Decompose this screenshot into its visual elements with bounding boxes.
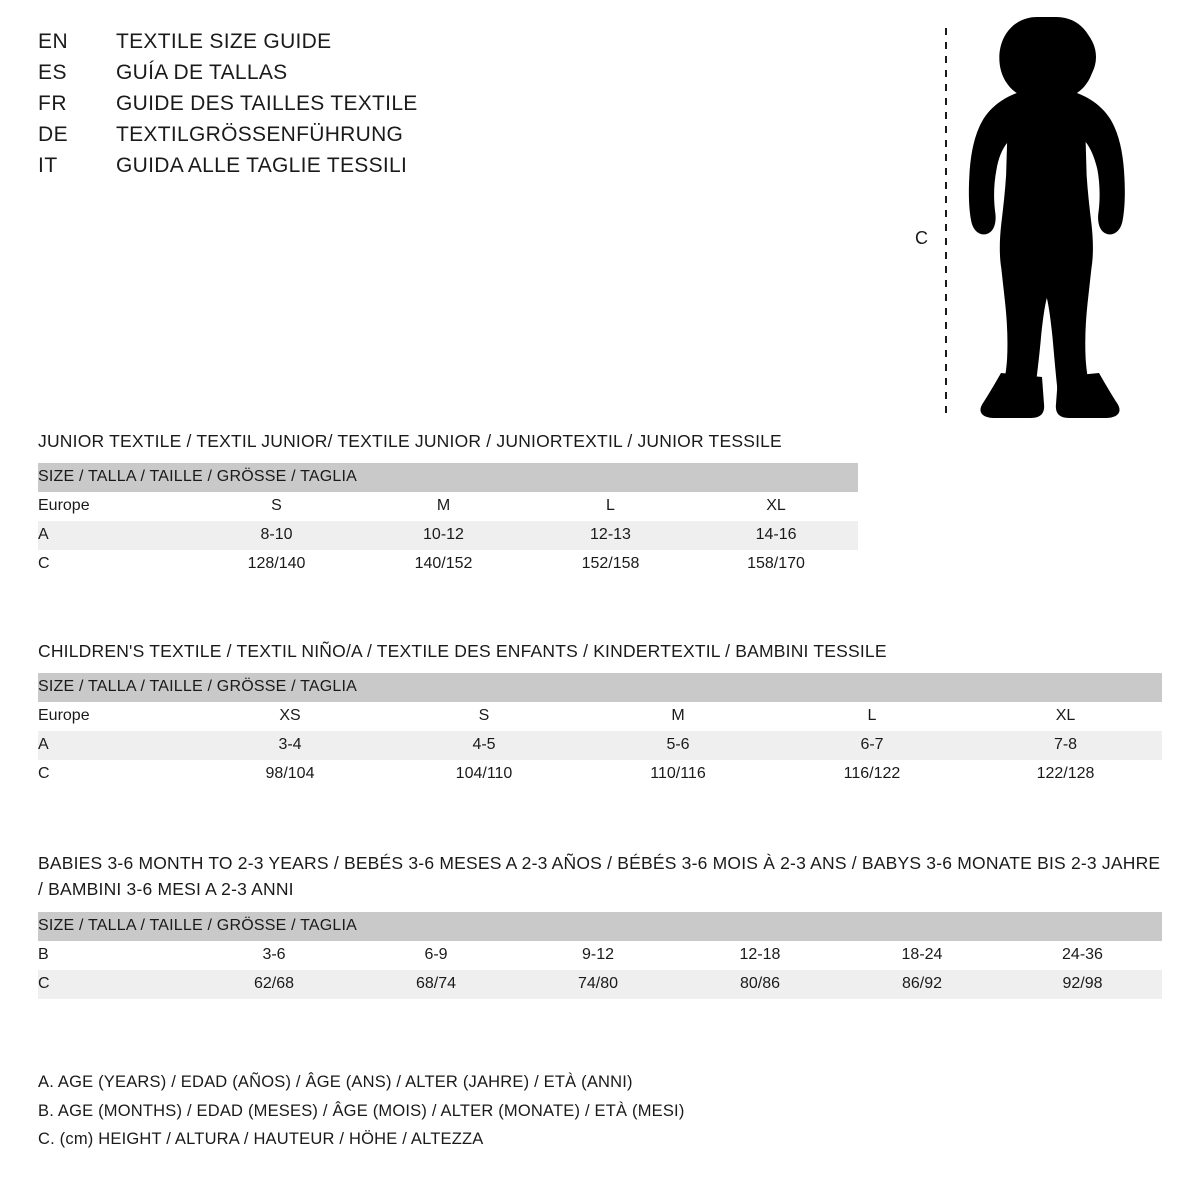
language-title: TEXTILGRÖSSENFÜHRUNG <box>116 123 404 146</box>
cell: 98/104 <box>193 760 387 789</box>
section-junior-textile <box>38 428 1162 579</box>
cell: 6-7 <box>775 731 969 760</box>
table-row <box>38 521 858 550</box>
cell: 104/110 <box>387 760 581 789</box>
row-label: Europe <box>38 492 193 521</box>
language-title-block <box>38 30 658 185</box>
cell: 80/86 <box>679 970 841 999</box>
cell: 86/92 <box>841 970 1003 999</box>
row-label: C <box>38 760 193 789</box>
child-figure-diagram <box>905 10 1145 420</box>
table-row <box>38 702 1162 731</box>
language-code: ES <box>38 61 68 84</box>
cell: 92/98 <box>1003 970 1162 999</box>
children-size-table <box>38 673 1162 789</box>
table-band-row <box>38 673 1162 702</box>
cell: 158/170 <box>694 550 858 579</box>
cell: 3-4 <box>193 731 387 760</box>
band-label: SIZE / TALLA / TAILLE / GRÖSSE / TAGLIA <box>38 463 858 492</box>
language-title: GUIDE DES TAILLES TEXTILE <box>116 92 418 115</box>
cell: 128/140 <box>193 550 360 579</box>
cell: 116/122 <box>775 760 969 789</box>
note-height: C. (cm) HEIGHT / ALTURA / HAUTEUR / HÖHE / ALTEZZA <box>38 1130 484 1148</box>
section-title: BABIES 3-6 MONTH TO 2-3 YEARS / BEBÉS 3-6 MESES A 2-3 AÑOS / BÉBÉS 3-6 MOIS À 2-3 ANS / BABYS 3-6 MONATE BIS 2-3 JAHRE / BAMBINI 3-6 MESI A 2-3 ANNI <box>38 853 1161 900</box>
legend-notes <box>38 1068 938 1154</box>
cell: 24-36 <box>1003 941 1162 970</box>
note-age-months: B. AGE (MONTHS) / EDAD (MESES) / ÂGE (MOIS) / ALTER (MONATE) / ETÀ (MESI) <box>38 1101 685 1120</box>
row-label: Europe <box>38 702 193 731</box>
language-row-de <box>38 123 658 154</box>
language-row-it <box>38 154 658 185</box>
table-band-row <box>38 463 858 492</box>
cell: S <box>193 492 360 521</box>
row-label: B <box>38 941 193 970</box>
cell: 110/116 <box>581 760 775 789</box>
band-label: SIZE / TALLA / TAILLE / GRÖSSE / TAGLIA <box>38 673 1162 702</box>
language-title: GUÍA DE TALLAS <box>116 61 288 84</box>
cell: XL <box>969 702 1162 731</box>
language-row-fr <box>38 92 658 123</box>
table-row <box>38 760 1162 789</box>
cell: 4-5 <box>387 731 581 760</box>
language-row-es <box>38 61 658 92</box>
cell: XL <box>694 492 858 521</box>
language-code: FR <box>38 92 67 115</box>
cell: 152/158 <box>527 550 694 579</box>
cell: L <box>527 492 694 521</box>
section-children-textile <box>38 638 1162 789</box>
table-band-row <box>38 912 1162 941</box>
height-measure-label: C <box>915 228 928 248</box>
cell: 62/68 <box>193 970 355 999</box>
cell: 7-8 <box>969 731 1162 760</box>
language-code: EN <box>38 30 69 53</box>
toddler-silhouette-icon <box>953 15 1138 420</box>
row-label: A <box>38 521 193 550</box>
cell: 12-13 <box>527 521 694 550</box>
cell: 3-6 <box>193 941 355 970</box>
section-title: CHILDREN'S TEXTILE / TEXTIL NIÑO/A / TEXTILE DES ENFANTS / KINDERTEXTIL / BAMBINI TESSILE <box>38 641 887 661</box>
note-age-years: A. AGE (YEARS) / EDAD (AÑOS) / ÂGE (ANS) / ALTER (JAHRE) / ETÀ (ANNI) <box>38 1073 633 1091</box>
cell: 10-12 <box>360 521 527 550</box>
cell: XS <box>193 702 387 731</box>
junior-size-table <box>38 463 858 579</box>
row-label: C <box>38 550 193 579</box>
cell: 8-10 <box>193 521 360 550</box>
cell: 74/80 <box>517 970 679 999</box>
cell: 5-6 <box>581 731 775 760</box>
cell: S <box>387 702 581 731</box>
table-row <box>38 970 1162 999</box>
height-dashed-line <box>945 28 947 418</box>
language-row-en <box>38 30 658 61</box>
cell: M <box>360 492 527 521</box>
band-label: SIZE / TALLA / TAILLE / GRÖSSE / TAGLIA <box>38 912 1162 941</box>
row-label: A <box>38 731 193 760</box>
babies-size-table <box>38 912 1162 999</box>
table-row <box>38 550 858 579</box>
language-title: GUIDA ALLE TAGLIE TESSILI <box>116 154 408 177</box>
cell: 12-18 <box>679 941 841 970</box>
language-title: TEXTILE SIZE GUIDE <box>116 30 332 53</box>
cell: 6-9 <box>355 941 517 970</box>
cell: 14-16 <box>694 521 858 550</box>
cell: 9-12 <box>517 941 679 970</box>
cell: 140/152 <box>360 550 527 579</box>
cell: M <box>581 702 775 731</box>
cell: 122/128 <box>969 760 1162 789</box>
cell: L <box>775 702 969 731</box>
table-row <box>38 731 1162 760</box>
row-label: C <box>38 970 193 999</box>
language-code: IT <box>38 154 58 177</box>
cell: 68/74 <box>355 970 517 999</box>
cell: 18-24 <box>841 941 1003 970</box>
section-babies-textile <box>38 850 1162 999</box>
section-title: JUNIOR TEXTILE / TEXTIL JUNIOR/ TEXTILE JUNIOR / JUNIORTEXTIL / JUNIOR TESSILE <box>38 431 782 451</box>
table-row <box>38 492 858 521</box>
table-row <box>38 941 1162 970</box>
language-code: DE <box>38 123 69 146</box>
